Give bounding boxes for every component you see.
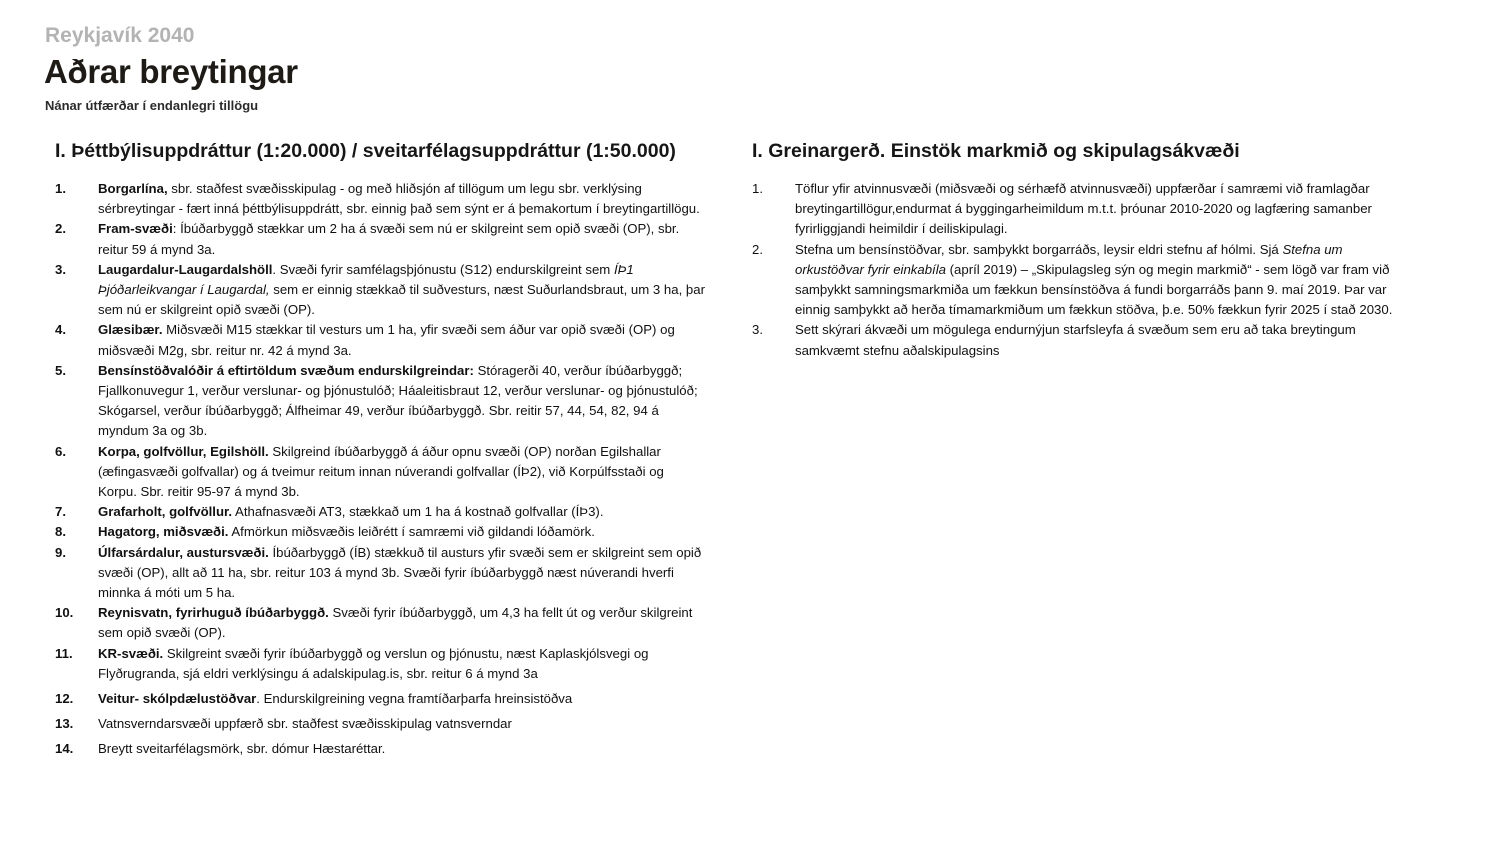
right-heading: I. Greinargerð. Einstök markmið og skipulagsákvæði bbox=[752, 140, 1240, 162]
item-bold-label: Veitur- skólpdælustöðvar bbox=[98, 691, 257, 707]
item-body-text: . Endurskilgreining vegna framtíðarþarfa hreinsistöðva bbox=[256, 691, 573, 707]
right-item bbox=[752, 240, 1412, 321]
left-column bbox=[55, 140, 705, 760]
right-item bbox=[752, 320, 1412, 360]
item-body-text: : Íbúðarbyggð stækkar um 2 ha á svæði sem nú er skilgreint sem opið svæði (OP), sbr. reitur 59 á mynd 3a. bbox=[98, 221, 680, 257]
item-body-text: Skilgreind íbúðarbyggð á áður opnu svæði (OP) norðan Egilshallar (æfingasvæði golfvallar) og á tveimur reitum innan núverandi golfvallar (ÍÞ2), við Korpúlfsstaði og Korpu. Sbr. reitir 95-97 á mynd 3b. bbox=[98, 443, 664, 500]
item-number: 8. bbox=[55, 524, 66, 540]
page-subtitle: Nánar útfærðar í endanlegri tillögu bbox=[45, 98, 259, 113]
document-kicker: Reykjavík 2040 bbox=[45, 24, 195, 47]
left-item bbox=[55, 603, 705, 643]
item-number: 3. bbox=[752, 322, 763, 338]
item-number: 13. bbox=[55, 716, 74, 732]
left-heading: I. Þéttbýlisuppdráttur (1:20.000) / sveitarfélagsuppdráttur (1:50.000) bbox=[55, 140, 676, 162]
left-item bbox=[55, 502, 705, 522]
left-item bbox=[55, 179, 705, 219]
left-item bbox=[55, 320, 705, 360]
item-text bbox=[98, 689, 705, 709]
item-number: 5. bbox=[55, 362, 66, 378]
item-body-text: sem er einnig stækkað til suðvesturs, næst Suðurlandsbraut, um 3 ha, þar sem nú er skilgreint opið svæði (OP). bbox=[98, 282, 705, 318]
item-italic-text: Stefna um orkustöðvar fyrir einkabíla bbox=[795, 241, 1343, 277]
item-number: 14. bbox=[55, 741, 74, 757]
item-text bbox=[795, 320, 1412, 360]
item-bold-label: Reynisvatn, fyrirhuguð íbúðarbyggð. bbox=[98, 605, 329, 621]
left-item bbox=[55, 260, 705, 321]
right-list bbox=[752, 179, 1412, 361]
item-text bbox=[98, 603, 705, 643]
item-number: 6. bbox=[55, 443, 66, 459]
item-bold-label: Borgarlína, bbox=[98, 181, 168, 196]
item-body-text: Miðsvæði M15 stækkar til vesturs um 1 ha, yfir svæði sem áður var opið svæði (OP) og miðsvæði M2g, sbr. reitur nr. 42 á mynd 3a. bbox=[98, 322, 675, 358]
item-bold-label: Korpa, golfvöllur, Egilshöll. bbox=[98, 443, 269, 459]
item-number: 10. bbox=[55, 605, 74, 621]
item-body-text: (apríl 2019) – „Skipulagsleg sýn og megin markmið“ - sem lögð var fram við samþykkt samningsmarkmiða um fækkun bensínstöðva á fundi borgarráðs þann 9. maí 2019. Þar var einnig samþykkt að herða tímamarkmiðum um fækkun stöðva, þ.e. 50% fækkun fyrir 2025 í stað 2030. bbox=[795, 261, 1393, 318]
item-number: 3. bbox=[55, 261, 66, 277]
item-body-text: Breytt sveitarfélagsmörk, sbr. dómur Hæstaréttar. bbox=[98, 741, 386, 757]
item-body-text: Stefna um bensínstöðvar, sbr. samþykkt borgarráðs, leysir eldri stefnu af hólmi. Sjá bbox=[795, 241, 1283, 257]
item-text bbox=[98, 320, 705, 360]
item-body-text: Vatnsverndarsvæði uppfærð sbr. staðfest svæðisskipulag vatnsverndar bbox=[98, 716, 512, 732]
item-number: 2. bbox=[55, 221, 66, 237]
item-text bbox=[98, 179, 705, 219]
item-text bbox=[795, 240, 1412, 321]
item-bold-label: KR-svæði. bbox=[98, 645, 164, 661]
left-item bbox=[55, 543, 705, 604]
left-item bbox=[55, 219, 705, 259]
item-text bbox=[98, 219, 705, 259]
page-title: Aðrar breytingar bbox=[44, 53, 298, 90]
item-body-text: . Svæði fyrir samfélagsþjónustu (S12) endurskilgreint sem bbox=[272, 261, 614, 277]
item-body-text: sbr. staðfest svæðisskipulag - og með hliðsjón af tillögum um legu sbr. verklýsing sérbreytingar - fært inná þéttbýlisuppdrátt, sbr. einnig það sem sýnt er á þemakortum í breytingartillögu. bbox=[98, 181, 700, 217]
right-column bbox=[752, 140, 1412, 361]
item-number: 12. bbox=[55, 691, 74, 707]
item-text bbox=[98, 260, 705, 321]
item-italic-text: ÍÞ1 Þjóðarleikvangar í Laugardal, bbox=[98, 261, 634, 298]
item-body-text: Afmörkun miðsvæðis leiðrétt í samræmi við gildandi lóðamörk. bbox=[228, 524, 595, 540]
item-number: 9. bbox=[55, 544, 66, 560]
item-body-text: Skilgreint svæði fyrir íbúðarbyggð og verslun og þjónustu, næst Kaplaskjólsvegi og Flyðrugranda, sjá eldri verklýsingu á adalskipulag.is, sbr. reitur 6 á mynd 3a bbox=[98, 645, 649, 681]
item-text bbox=[98, 361, 705, 442]
left-item bbox=[55, 714, 705, 734]
item-text bbox=[98, 543, 705, 604]
left-item bbox=[55, 442, 705, 503]
left-item bbox=[55, 644, 705, 684]
item-bold-label: Bensínstöðvalóðir á eftirtöldum svæðum endurskilgreindar: bbox=[98, 362, 474, 378]
item-body-text: Sett skýrari ákvæði um mögulega endurnýjun starfsleyfa á svæðum sem eru að taka breytingum samkvæmt stefnu aðalskipulagsins bbox=[795, 322, 1356, 358]
item-text bbox=[98, 644, 705, 684]
item-number: 11. bbox=[55, 645, 73, 661]
item-text bbox=[98, 442, 705, 503]
item-body-text: Íbúðarbyggð (ÍB) stækkuð til austurs yfir svæði sem er skilgreint sem opið svæði (OP), allt að 11 ha, sbr. reitur 103 á mynd 3b. Svæði fyrir íbúðarbyggð næst núverandi hverfi minnka á móti um 5 ha. bbox=[98, 544, 702, 601]
item-body-text: Töflur yfir atvinnusvæði (miðsvæði og sérhæfð atvinnusvæði) uppfærðar í samræmi við framlagðar breytingartillögur,endurmat á byggingarheimildum m.t.t. þróunar 2010-2020 og lagfæring samanber fyrirliggjandi heimildir í deiliskipulagi. bbox=[795, 181, 1372, 237]
item-text bbox=[98, 714, 705, 734]
right-item bbox=[752, 179, 1412, 240]
item-number: 7. bbox=[55, 504, 66, 520]
item-bold-label: Fram-svæði bbox=[98, 221, 173, 237]
left-item bbox=[55, 689, 705, 709]
item-text bbox=[98, 522, 705, 542]
item-text bbox=[98, 502, 705, 522]
item-body-text: Athafnasvæði AT3, stækkað um 1 ha á kostnað golfvallar (ÍÞ3). bbox=[232, 504, 604, 520]
item-text bbox=[98, 739, 705, 759]
item-bold-label: Glæsibær. bbox=[98, 322, 163, 338]
left-item bbox=[55, 739, 705, 759]
item-number: 1. bbox=[752, 181, 763, 196]
item-body-text: Stóragerði 40, verður íbúðarbyggð; Fjallkonuvegur 1, verður verslunar- og þjónustulóð; Háaleitisbraut 12, verður verslunar- og þjónustulóð; Skógarsel, verður íbúðarbyggð; Álfheimar 49, verður íbúðarbyggð. Sbr. reitir 57, 44, 54, 82, 94 á myndum 3a og 3b. bbox=[98, 362, 698, 439]
left-item bbox=[55, 361, 705, 442]
item-number: 2. bbox=[752, 241, 763, 257]
left-list bbox=[55, 179, 705, 760]
item-bold-label: Úlfarsárdalur, austursvæði. bbox=[98, 544, 269, 560]
item-bold-label: Grafarholt, golfvöllur. bbox=[98, 504, 233, 520]
left-item bbox=[55, 522, 705, 542]
item-bold-label: Laugardalur-Laugardalshöll bbox=[98, 261, 273, 277]
item-number: 4. bbox=[55, 322, 66, 338]
item-bold-label: Hagatorg, miðsvæði. bbox=[98, 524, 229, 540]
item-number: 1. bbox=[55, 181, 66, 196]
item-body-text: Svæði fyrir íbúðarbyggð, um 4,3 ha fellt út og verður skilgreint sem opið svæði (OP). bbox=[98, 605, 693, 641]
item-text bbox=[795, 179, 1412, 240]
